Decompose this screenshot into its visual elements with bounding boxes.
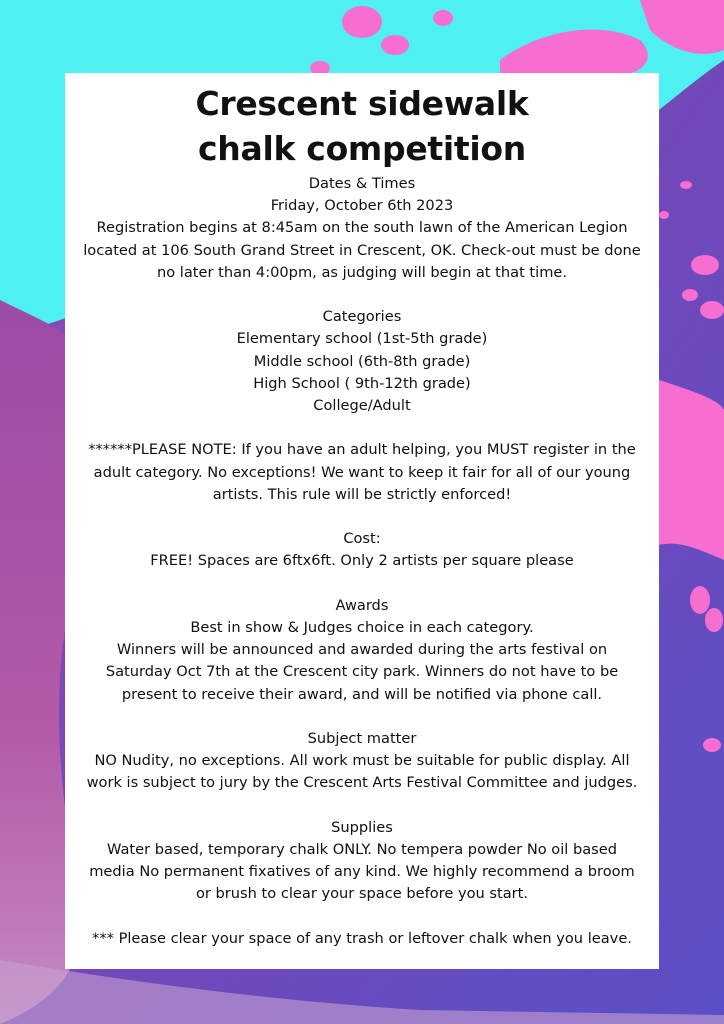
awards-line: Saturday Oct 7th at the Crescent city park. Winners do not have to be: [105, 663, 619, 681]
category-item: College/Adult: [313, 397, 411, 415]
footer-note: *** Please clear your space of any trash or leftover chalk when you leave.: [92, 929, 632, 947]
dates-line: no later than 4:00pm, as judging will begin at that time.: [156, 263, 568, 281]
category-item: Elementary school (1st-5th grade): [236, 330, 488, 348]
awards-line: Best in show & Judges choice in each category.: [190, 619, 534, 636]
subject-line: NO Nudity, no exceptions. All work must be suitable for public display. All: [94, 752, 630, 770]
supplies-line: Water based, temporary chalk ONLY. No tempera powder No oil based: [106, 841, 618, 858]
category-item: High School ( 9th-12th grade): [253, 374, 471, 392]
note-line: ******PLEASE NOTE: If you have an adult helping, you MUST register in the: [88, 441, 636, 459]
awards-heading: Awards: [335, 596, 389, 614]
categories-section: [71, 306, 653, 417]
flyer-body: [71, 173, 653, 950]
awards-section: [71, 595, 653, 706]
category-item: Middle school (6th-8th grade): [253, 352, 471, 370]
note-section: [71, 439, 653, 506]
cost-heading: Cost:: [343, 530, 381, 548]
categories-heading: Categories: [322, 308, 402, 326]
note-line: artists. This rule will be strictly enforced!: [212, 485, 512, 503]
footer-section: [71, 928, 653, 950]
title-line-1: Crescent sidewalk: [195, 84, 529, 123]
flyer-card: [65, 73, 659, 969]
dates-section: [71, 173, 653, 284]
supplies-line: or brush to clear your space before you start.: [195, 885, 529, 903]
cost-text: FREE! Spaces are 6ftx6ft. Only 2 artists per square please: [150, 552, 574, 570]
event-date: Friday, October 6th 2023: [270, 197, 454, 215]
note-line: adult category. No exceptions! We want to keep it fair for all of our young: [93, 463, 631, 481]
awards-line: Winners will be announced and awarded during the arts festival on: [116, 641, 608, 659]
title-line-2: chalk competition: [198, 129, 526, 168]
supplies-line: media No permanent fixatives of any kind. We highly recommend a broom: [89, 863, 635, 881]
flyer-title: [71, 81, 653, 171]
subject-line: work is subject to jury by the Crescent Arts Festival Committee and judges.: [86, 774, 638, 792]
cost-section: [71, 528, 653, 572]
dates-line: Registration begins at 8:45am on the south lawn of the American Legion: [96, 219, 628, 237]
awards-line: present to receive their award, and will be notified via phone call.: [121, 685, 603, 703]
dates-line: located at 106 South Grand Street in Crescent, OK. Check-out must be done: [83, 241, 641, 259]
subject-section: [71, 728, 653, 795]
supplies-section: [71, 817, 653, 906]
dates-heading: Dates & Times: [308, 175, 416, 192]
subject-heading: Subject matter: [307, 730, 417, 747]
supplies-heading: Supplies: [331, 818, 393, 836]
